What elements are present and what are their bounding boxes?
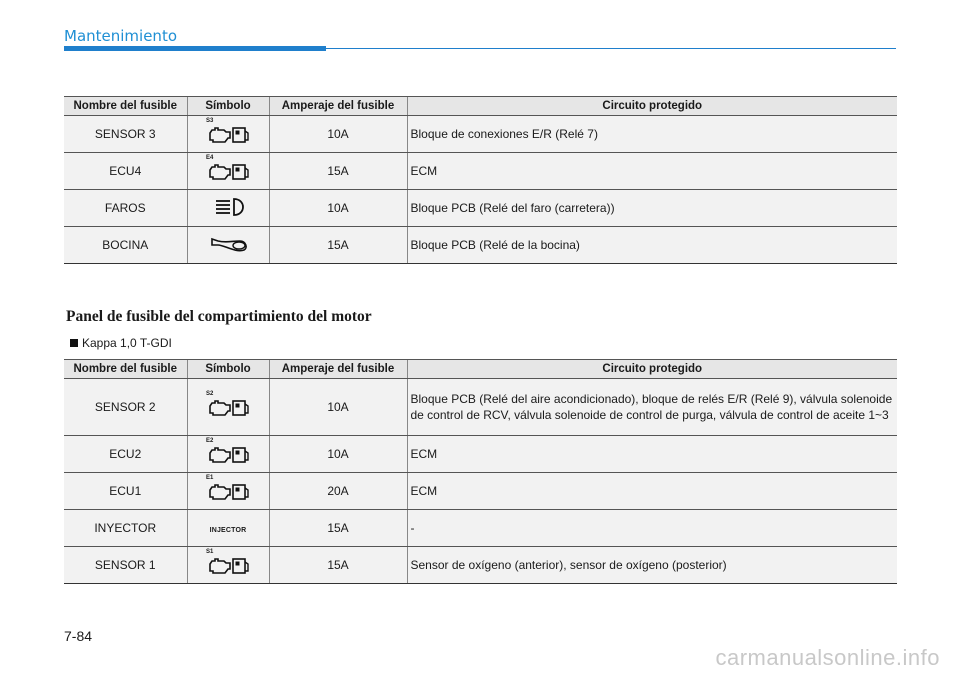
fuse-table-1 bbox=[64, 96, 897, 264]
col-header-amperage: Amperaje del fusible bbox=[269, 97, 407, 116]
engine-with-fuel-pump-icon bbox=[204, 438, 252, 468]
symbol-code: E1 bbox=[206, 474, 214, 481]
cell-amperage: 10A bbox=[269, 190, 407, 227]
table-row bbox=[64, 436, 897, 473]
symbol-code: E4 bbox=[206, 154, 214, 161]
cell-fuse-name: SENSOR 1 bbox=[64, 547, 187, 584]
engine-with-fuel-pump-icon bbox=[204, 118, 252, 148]
fuse-table-2 bbox=[64, 359, 897, 584]
cell-symbol bbox=[187, 436, 269, 473]
table-row bbox=[64, 547, 897, 584]
cell-fuse-name: ECU2 bbox=[64, 436, 187, 473]
cell-circuit: Bloque PCB (Relé de la bocina) bbox=[407, 227, 897, 264]
engine-with-fuel-pump-icon bbox=[204, 391, 252, 421]
injector-label-icon: INJECTOR bbox=[209, 527, 247, 534]
symbol-code: S1 bbox=[206, 548, 214, 555]
col-header-circuit: Circuito protegido bbox=[407, 360, 897, 379]
bullet-text: Kappa 1,0 T-GDI bbox=[82, 336, 172, 350]
cell-amperage: 10A bbox=[269, 436, 407, 473]
table-body bbox=[64, 116, 897, 264]
cell-circuit: ECM bbox=[407, 153, 897, 190]
cell-fuse-name: SENSOR 2 bbox=[64, 379, 187, 436]
col-header-amperage: Amperaje del fusible bbox=[269, 360, 407, 379]
table-header-row bbox=[64, 97, 897, 116]
panel-heading: Panel de fusible del compartimiento del motor bbox=[66, 308, 372, 325]
cell-fuse-name: SENSOR 3 bbox=[64, 116, 187, 153]
engine-with-fuel-pump-icon bbox=[204, 155, 252, 185]
cell-symbol bbox=[187, 547, 269, 584]
cell-symbol bbox=[187, 227, 269, 264]
cell-circuit: Sensor de oxígeno (anterior), sensor de oxígeno (posterior) bbox=[407, 547, 897, 584]
cell-circuit: ECM bbox=[407, 473, 897, 510]
table-header-row bbox=[64, 360, 897, 379]
col-header-symbol: Símbolo bbox=[187, 360, 269, 379]
header-rule-thick bbox=[64, 46, 326, 51]
col-header-symbol: Símbolo bbox=[187, 97, 269, 116]
cell-symbol bbox=[187, 510, 269, 547]
cell-fuse-name: ECU1 bbox=[64, 473, 187, 510]
cell-symbol bbox=[187, 473, 269, 510]
cell-amperage: 15A bbox=[269, 227, 407, 264]
cell-circuit: - bbox=[407, 510, 897, 547]
table-row bbox=[64, 510, 897, 547]
cell-symbol bbox=[187, 190, 269, 227]
bullet-square-icon bbox=[70, 339, 78, 347]
symbol-code: S2 bbox=[206, 390, 214, 397]
cell-circuit: Bloque PCB (Relé del aire acondicionado), bloque de relés E/R (Relé 9), válvula solenoide de control de RCV, válvula solenoide de control de purga, válvula de control de aceite 1~3 bbox=[407, 379, 897, 436]
cell-amperage: 15A bbox=[269, 510, 407, 547]
cell-amperage: 15A bbox=[269, 153, 407, 190]
col-header-name: Nombre del fusible bbox=[64, 360, 187, 379]
symbol-code: E2 bbox=[206, 437, 214, 444]
cell-fuse-name: BOCINA bbox=[64, 227, 187, 264]
engine-with-fuel-pump-icon bbox=[204, 475, 252, 505]
col-header-circuit: Circuito protegido bbox=[407, 97, 897, 116]
cell-amperage: 10A bbox=[269, 116, 407, 153]
cell-circuit: Bloque PCB (Relé del faro (carretera)) bbox=[407, 190, 897, 227]
watermark: carmanualsonline.info bbox=[715, 645, 940, 670]
cell-circuit: ECM bbox=[407, 436, 897, 473]
section-title: Mantenimiento bbox=[64, 27, 177, 45]
table-row bbox=[64, 227, 897, 264]
cell-circuit: Bloque de conexiones E/R (Relé 7) bbox=[407, 116, 897, 153]
table-row bbox=[64, 473, 897, 510]
header-rule-thin bbox=[326, 48, 896, 49]
cell-fuse-name: FAROS bbox=[64, 190, 187, 227]
table-row bbox=[64, 190, 897, 227]
table-row bbox=[64, 379, 897, 436]
cell-symbol bbox=[187, 116, 269, 153]
horn-icon bbox=[204, 229, 252, 259]
cell-fuse-name: INYECTOR bbox=[64, 510, 187, 547]
col-header-name: Nombre del fusible bbox=[64, 97, 187, 116]
cell-amperage: 15A bbox=[269, 547, 407, 584]
cell-symbol bbox=[187, 153, 269, 190]
bullet-item bbox=[70, 336, 172, 350]
cell-symbol bbox=[187, 379, 269, 436]
table-row bbox=[64, 153, 897, 190]
cell-amperage: 20A bbox=[269, 473, 407, 510]
cell-fuse-name: ECU4 bbox=[64, 153, 187, 190]
table-row bbox=[64, 116, 897, 153]
headlamp-high-beam-icon bbox=[204, 192, 252, 222]
engine-with-fuel-pump-icon bbox=[204, 549, 252, 579]
page-number: 7-84 bbox=[64, 628, 93, 644]
table-body bbox=[64, 379, 897, 584]
symbol-code: S3 bbox=[206, 117, 214, 124]
cell-amperage: 10A bbox=[269, 379, 407, 436]
